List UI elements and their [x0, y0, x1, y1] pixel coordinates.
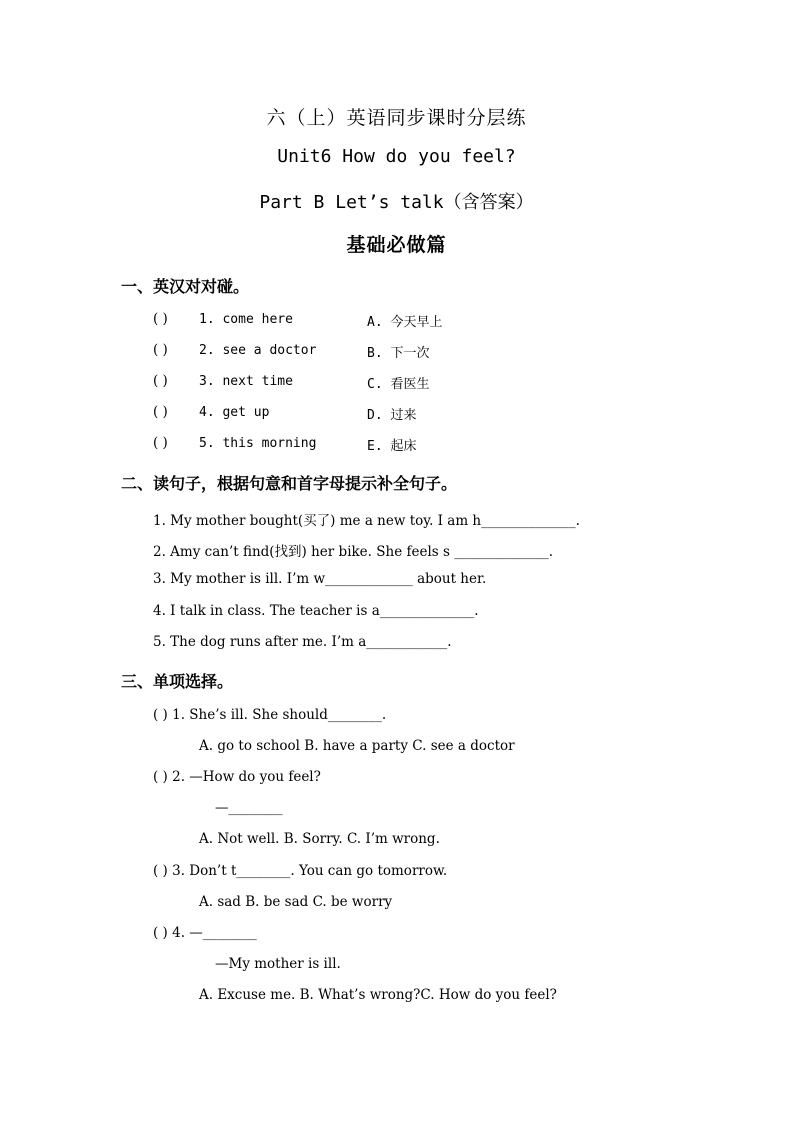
choice-question: ( ) 2. —How do you feel?	[153, 769, 321, 785]
match-answer: B. 下一次	[367, 346, 430, 361]
choice-question: ( ) 3. Don’t t________. You can go tomorrow.	[153, 863, 448, 879]
answer-bracket: ( )	[153, 435, 168, 451]
match-question: 2. see a doctor	[199, 343, 317, 358]
match-question: 4. get up	[199, 405, 270, 420]
level-title: 基础必做篇	[346, 234, 447, 256]
match-question: 5. this morning	[199, 436, 317, 451]
match-answer: C. 看医生	[367, 377, 430, 392]
match-question: 3. next time	[199, 374, 293, 389]
part-title: Part B Let’s talk（含答案）	[259, 192, 534, 213]
match-answer: E. 起床	[367, 439, 417, 454]
fill-sentence: 3. My mother is ill. I’m w_____________ about her.	[153, 571, 487, 587]
choice-options: A. sad B. be sad C. be worry	[199, 894, 393, 910]
fill-sentence: 2. Amy can’t find(找到) her bike. She feels s ______________.	[153, 544, 554, 560]
fill-sentence: 4. I talk in class. The teacher is a______________.	[153, 603, 479, 619]
choice-question: ( ) 4. —________	[153, 925, 257, 941]
worksheet-title: 六（上）英语同步课时分层练	[266, 107, 527, 129]
answer-bracket: ( )	[153, 404, 168, 420]
choice-options: A. go to school B. have a party C. see a doctor	[199, 738, 515, 754]
match-answer: A. 今天早上	[367, 315, 443, 330]
fill-sentence: 1. My mother bought(买了) me a new toy. I am h______________.	[153, 513, 580, 529]
answer-bracket: ( )	[153, 311, 168, 327]
section2-heading: 二、读句子，根据句意和首字母提示补全句子。	[121, 474, 458, 493]
choice-options: A. Not well. B. Sorry. C. I’m wrong.	[199, 831, 440, 847]
answer-bracket: ( )	[153, 373, 168, 389]
choice-options: A. Excuse me. B. What’s wrong?C. How do you feel?	[199, 987, 557, 1003]
answer-bracket: ( )	[153, 342, 168, 358]
dialog-blank: —________	[215, 800, 283, 816]
section3-heading: 三、单项选择。	[121, 672, 234, 691]
match-question: 1. come here	[199, 312, 293, 327]
choice-question: ( ) 1. She’s ill. She should________.	[153, 707, 387, 723]
unit-title: Unit6 How do you feel?	[277, 146, 516, 167]
dialog-reply: —My mother is ill.	[215, 956, 341, 972]
fill-sentence: 5. The dog runs after me. I’m a____________.	[153, 634, 452, 650]
section1-heading: 一、英汉对对碰。	[121, 277, 250, 296]
match-answer: D. 过来	[367, 408, 417, 423]
